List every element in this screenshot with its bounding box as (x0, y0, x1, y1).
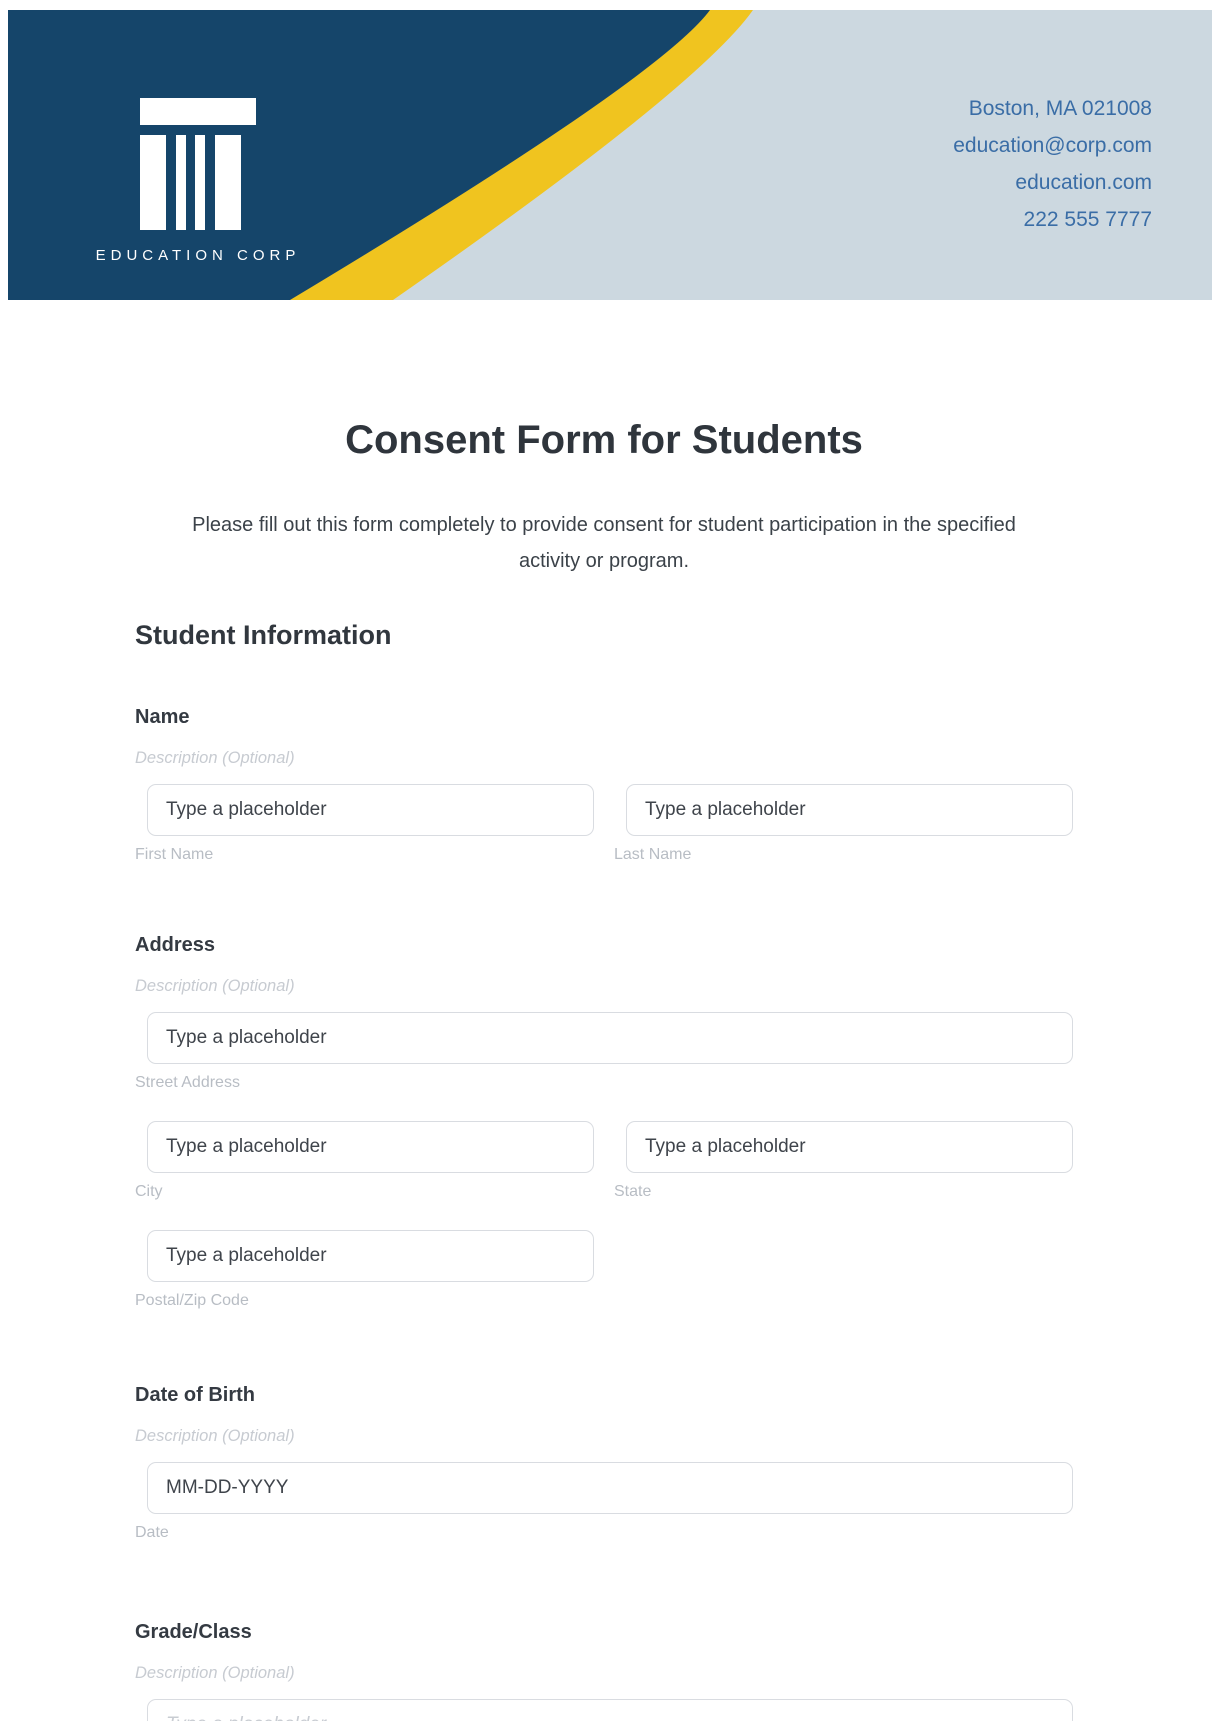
logo-text: EDUCATION CORP (95, 247, 301, 264)
address-description: Description (Optional) (135, 977, 295, 995)
field-grade-class (135, 1620, 1073, 1721)
form-content (135, 415, 1073, 1721)
grade-class-description: Description (Optional) (135, 1664, 295, 1682)
street-address-input[interactable] (147, 1012, 1073, 1064)
field-date-of-birth (135, 1383, 1073, 1543)
state-sublabel: State (614, 1183, 652, 1200)
date-sublabel: Date (135, 1524, 169, 1541)
form-title: Consent Form for Students (345, 418, 863, 462)
state-input[interactable] (626, 1121, 1073, 1173)
grade-class-input[interactable] (147, 1699, 1073, 1721)
field-address (135, 933, 1073, 1311)
city-input[interactable] (147, 1121, 594, 1173)
contact-address: Boston, MA 021008 (968, 97, 1152, 120)
address-label: Address (135, 934, 216, 956)
form-subtitle: Please fill out this form completely to provide consent for student participation in the specified activity or program. (192, 514, 1016, 572)
contact-email: education@corp.com (953, 134, 1152, 157)
street-address-sublabel: Street Address (135, 1074, 240, 1091)
city-sublabel: City (135, 1183, 163, 1200)
postal-code-sublabel: Postal/Zip Code (135, 1292, 249, 1309)
field-name (135, 705, 1073, 865)
first-name-sublabel: First Name (135, 846, 214, 863)
contact-website: education.com (1015, 171, 1152, 194)
dob-description: Description (Optional) (135, 1427, 295, 1445)
date-input[interactable] (147, 1462, 1073, 1514)
grade-class-label: Grade/Class (135, 1621, 252, 1643)
last-name-input[interactable] (626, 784, 1073, 836)
name-label: Name (135, 706, 190, 728)
contact-phone: 222 555 7777 (1023, 208, 1152, 231)
section-heading-student-information: Student Information (135, 620, 392, 650)
contact-block (953, 90, 1152, 238)
dob-label: Date of Birth (135, 1384, 255, 1406)
letterhead-header (8, 10, 1212, 300)
pillars-logo-icon (140, 98, 256, 230)
last-name-sublabel: Last Name (614, 846, 692, 863)
postal-code-input[interactable] (147, 1230, 594, 1282)
first-name-input[interactable] (147, 784, 594, 836)
company-logo (93, 98, 303, 264)
name-description: Description (Optional) (135, 749, 295, 767)
